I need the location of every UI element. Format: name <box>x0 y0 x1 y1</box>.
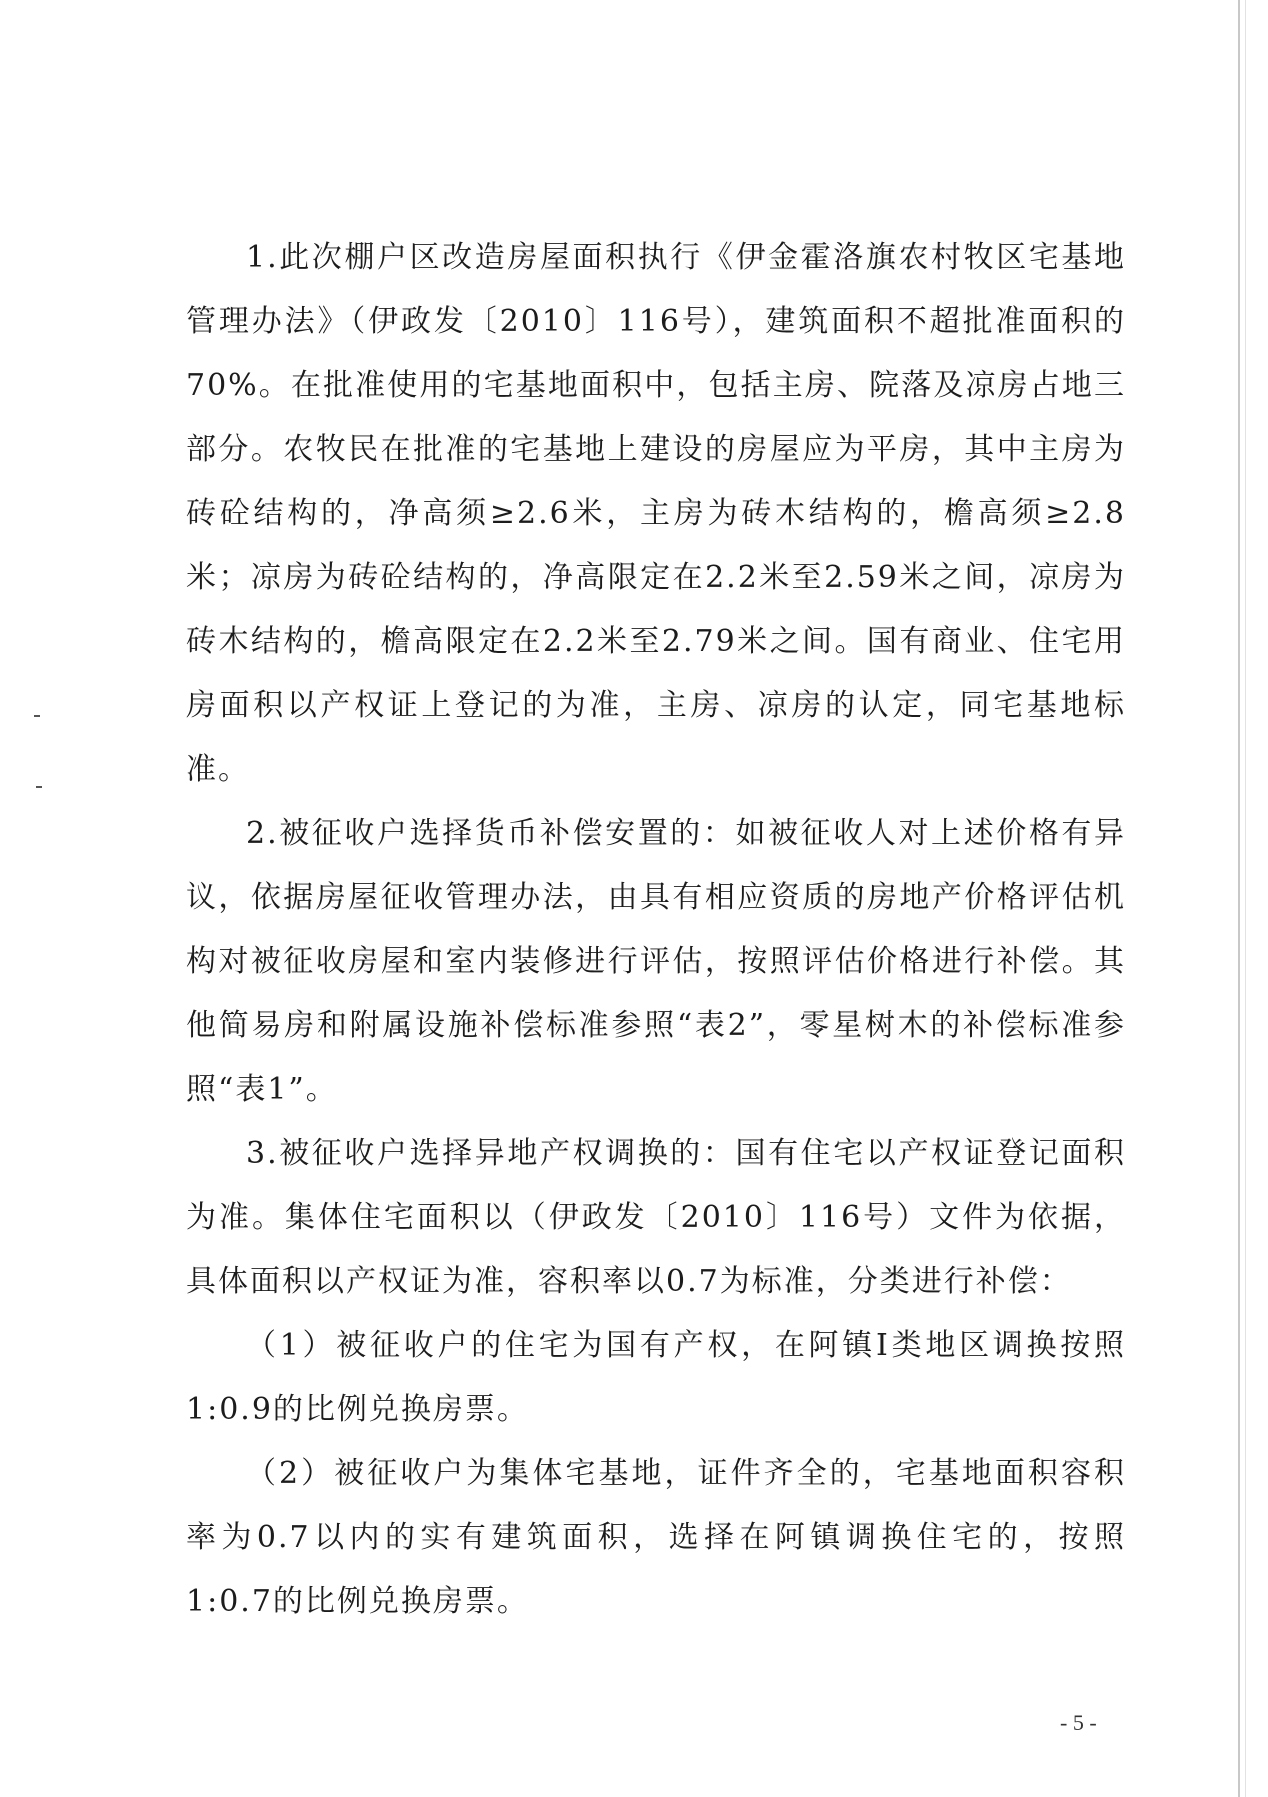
scan-speck <box>34 715 40 717</box>
paragraph-house-area: 1.此次棚户区改造房屋面积执行《伊金霍洛旗农村牧区宅基地管理办法》（伊政发〔2010〕116号），建筑面积不超批准面积的70%。在批准使用的宅基地面积中，包括主房、院落及凉房占地三部分。农牧民在批准的宅基地上建设的房屋应为平房，其中主房为砖砼结构的，净高须≥2.6米，主房为砖木结构的，檐高须≥2.8米；凉房为砖砼结构的，净高限定在2.2米至2.59米之间，凉房为砖木结构的，檐高限定在2.2米至2.79米之间。国有商业、住宅用房面积以产权证上登记的为准，主房、凉房的认定，同宅基地标准。 <box>186 240 1126 787</box>
paragraph-property-exchange: 3.被征收户选择异地产权调换的：国有住宅以产权证登记面积为准。集体住宅面积以（伊政发〔2010〕116号）文件为依据，具体面积以产权证为准，容积率以0.7为标准，分类进行补偿： <box>186 1136 1126 1299</box>
scan-edge-line <box>1245 0 1246 1797</box>
paragraph-collective-exchange: （2）被征收户为集体宅基地，证件齐全的，宅基地面积容积率为0.7以内的实有建筑面积，选择在阿镇调换住宅的，按照1:0.7的比例兑换房票。 <box>186 1456 1126 1619</box>
scan-edge-line <box>1238 0 1240 1797</box>
scan-speck <box>36 786 42 788</box>
paragraph-state-owned-exchange: （1）被征收户的住宅为国有产权，在阿镇Ⅰ类地区调换按照1:0.9的比例兑换房票。 <box>186 1328 1126 1427</box>
document-body <box>186 226 1126 1634</box>
paragraph-monetary-compensation: 2.被征收户选择货币补偿安置的：如被征收人对上述价格有异议，依据房屋征收管理办法，由具有相应资质的房地产价格评估机构对被征收房屋和室内装修进行评估，按照评估价格进行补偿。其他简易房和附属设施补偿标准参照“表2”，零星树木的补偿标准参照“表1”。 <box>186 816 1126 1107</box>
page-number: - 5 - <box>1060 1710 1097 1735</box>
